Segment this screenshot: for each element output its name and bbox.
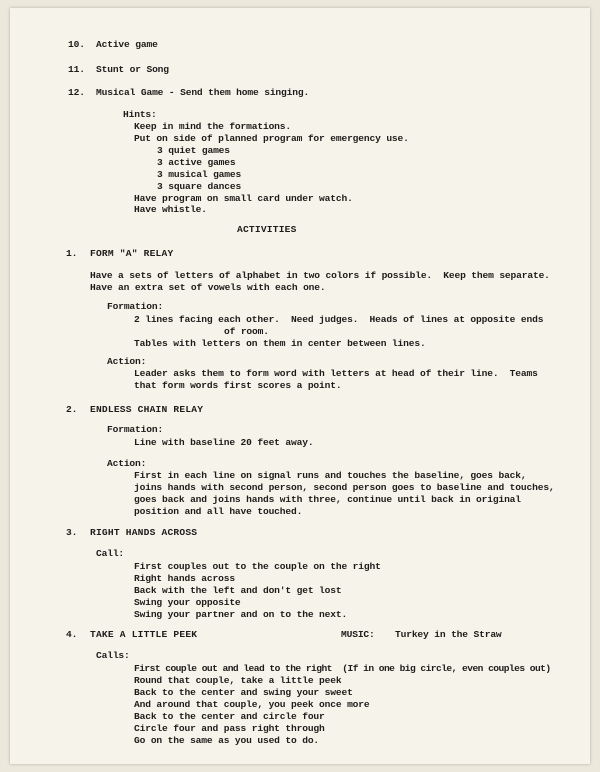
activity-number: 3. (66, 527, 78, 538)
typed-page (10, 8, 590, 764)
call-line: First couple out and lead to the right (If in one big circle, even couples out) (134, 663, 551, 674)
body-line: Leader asks them to form word with letters at head of their line. Teams (134, 368, 538, 379)
list-item: Active game (96, 39, 158, 50)
list-number: 11. (68, 64, 85, 75)
hint-line: Have whistle. (134, 204, 207, 215)
hints-label: Hints: (123, 109, 157, 120)
hint-line: 3 square dances (157, 181, 242, 192)
body-line: Have an extra set of vowels with each one. (90, 282, 326, 293)
activity-number: 1. (66, 248, 78, 259)
hint-line: 3 musical games (157, 169, 242, 180)
body-line: 2 lines facing each other. Need judges. Heads of lines at opposite ends (134, 314, 544, 325)
hint-line: 3 quiet games (157, 145, 230, 156)
call-label: Calls: (96, 650, 130, 661)
call-line: Back to the center and circle four (134, 711, 325, 722)
formation-label: Formation: (107, 301, 164, 312)
list-number: 10. (68, 39, 85, 50)
activity-title: FORM "A" RELAY (90, 248, 174, 259)
activity-title: RIGHT HANDS ACROSS (90, 527, 198, 538)
list-number: 12. (68, 87, 85, 98)
body-line: goes back and joins hands with three, continue until back in original (134, 494, 521, 505)
music-label: MUSIC: (341, 629, 375, 640)
body-line: Line with baseline 20 feet away. (134, 437, 314, 448)
hint-line: Put on side of planned program for emergency use. (134, 133, 409, 144)
music-title: Turkey in the Straw (395, 629, 502, 640)
call-label: Call: (96, 548, 125, 559)
formation-label: Formation: (107, 424, 164, 435)
action-label: Action: (107, 356, 147, 367)
body-line: position and all have touched. (134, 506, 303, 517)
call-line: First couples out to the couple on the right (134, 561, 381, 572)
call-line: Right hands across (134, 573, 235, 584)
body-line: joins hands with second person, second person goes to baseline and touches, (134, 482, 555, 493)
body-line: Have a sets of letters of alphabet in two colors if possible. Keep them separate. (90, 270, 550, 281)
hint-line: Have program on small card under watch. (134, 193, 353, 204)
body-line: of room. (224, 326, 269, 337)
call-line: Circle four and pass right through (134, 723, 325, 734)
body-line: First in each line on signal runs and touches the baseline, goes back, (134, 470, 527, 481)
hint-line: 3 active games (157, 157, 236, 168)
activity-title: ENDLESS CHAIN RELAY (90, 404, 204, 415)
call-line: Round that couple, take a little peek (134, 675, 342, 686)
body-line: Tables with letters on them in center between lines. (134, 338, 426, 349)
activity-number: 4. (66, 629, 78, 640)
list-item: Stunt or Song (96, 64, 169, 75)
call-line: Back to the center and swing your sweet (134, 687, 353, 698)
hint-line: Keep in mind the formations. (134, 121, 292, 132)
call-line: Go on the same as you used to do. (134, 735, 320, 746)
section-title: ACTIVITIES (237, 224, 297, 235)
body-line: that form words first scores a point. (134, 380, 342, 391)
call-line: Swing your partner and on to the next. (134, 609, 348, 620)
list-item: Musical Game - Send them home singing. (96, 87, 310, 98)
call-line: And around that couple, you peek once more (134, 699, 370, 710)
call-line: Back with the left and don't get lost (134, 585, 342, 596)
activity-number: 2. (66, 404, 78, 415)
action-label: Action: (107, 458, 147, 469)
call-line: Swing your opposite (134, 597, 241, 608)
activity-title: TAKE A LITTLE PEEK (90, 629, 198, 640)
